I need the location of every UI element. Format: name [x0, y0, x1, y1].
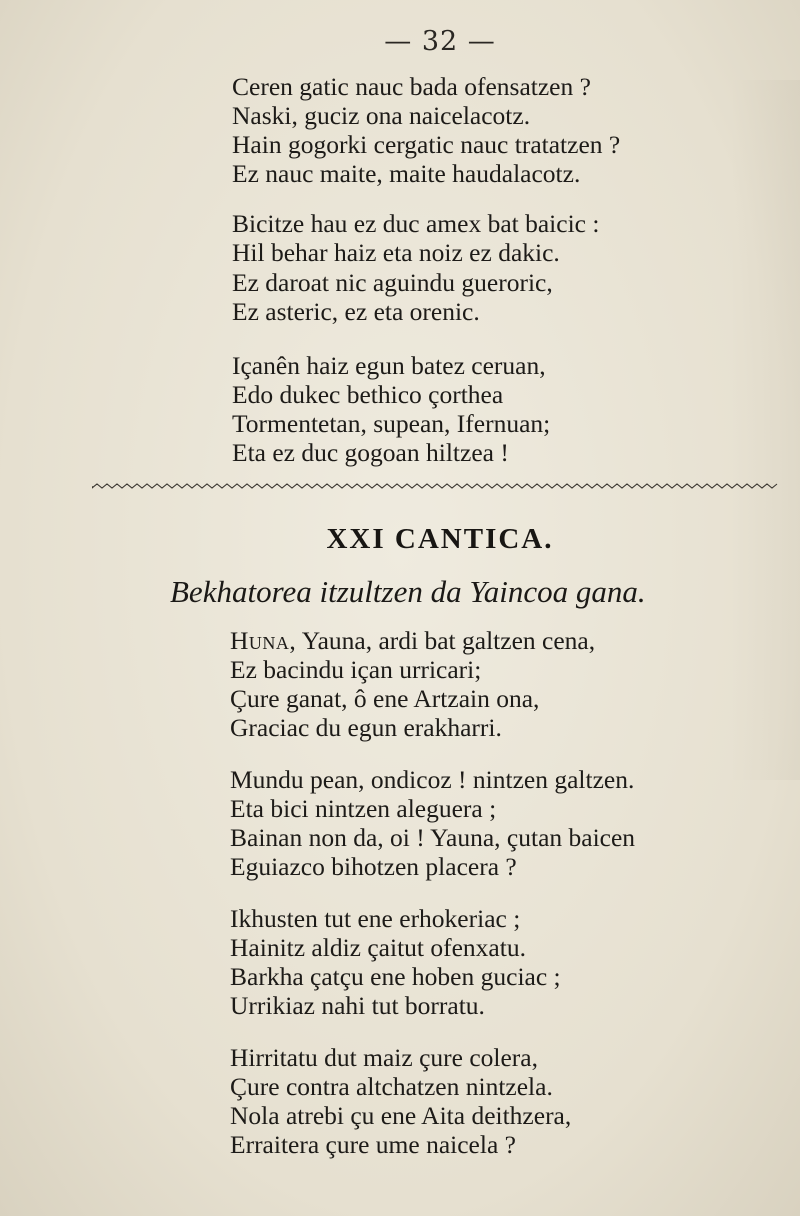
verse-line: Tormentetan, supean, Ifernuan;	[232, 409, 551, 438]
verse-line: Hirritatu dut maiz çure colera,	[230, 1043, 538, 1072]
cantica-title: XXI CANTICA.	[326, 523, 554, 555]
verse-line: Barkha çatçu ene hoben guciac ;	[230, 962, 561, 991]
verse-line: Ceren gatic nauc bada ofensatzen ?	[232, 72, 591, 101]
verse-line-rest: Yauna, ardi bat galtzen cena,	[296, 626, 596, 655]
verse-line: Edo dukec bethico çorthea	[232, 380, 504, 409]
verse-line: Nola atrebi çu ene Aita deithzera,	[230, 1101, 572, 1130]
cantica-subtitle: Bekhatorea itzultzen da Yaincoa gana.	[170, 574, 646, 609]
verse-first-word: Huna,	[230, 626, 297, 655]
wavy-divider	[92, 481, 780, 491]
verse-line: Graciac du egun erakharri.	[230, 713, 502, 742]
verse-line: Ez bacindu içan urricari;	[230, 655, 482, 684]
verse-line: Eta bici nintzen aleguera ;	[230, 794, 497, 823]
verse-line: Hil behar haiz eta noiz ez dakic.	[232, 238, 560, 267]
verse-line: Ez daroat nic aguindu gueroric,	[232, 268, 553, 297]
verse-line: Naski, guciz ona naicelacotz.	[232, 101, 531, 130]
verse-line: Hainitz aldiz çaitut ofenxatu.	[230, 933, 526, 962]
verse-line: Erraitera çure ume naicela ?	[230, 1130, 516, 1159]
page-number: — 32 —	[384, 26, 496, 57]
verse-line: Urrikiaz nahi tut borratu.	[230, 991, 485, 1020]
verse-line: Ez nauc maite, maite haudalacotz.	[232, 159, 581, 188]
verse-line: Eta ez duc gogoan hiltzea !	[232, 438, 509, 467]
verse-line: Çure contra altchatzen nintzela.	[230, 1072, 553, 1101]
verse-line: Içanên haiz egun batez ceruan,	[232, 351, 546, 380]
verse-line	[230, 626, 595, 656]
verse-line: Eguiazco bihotzen placera ?	[230, 852, 517, 881]
verse-line: Hain gogorki cergatic nauc tratatzen ?	[232, 130, 621, 159]
verse-line: Çure ganat, ô ene Artzain ona,	[230, 684, 540, 713]
verse-line: Ez asteric, ez eta orenic.	[232, 297, 480, 326]
verse-line: Mundu pean, ondicoz ! nintzen galtzen.	[230, 765, 635, 794]
verse-line: Ikhusten tut ene erhokeriac ;	[230, 904, 521, 933]
verse-line: Bicitze hau ez duc amex bat baicic :	[232, 209, 600, 238]
verse-line: Bainan non da, oi ! Yauna, çutan baicen	[230, 823, 636, 852]
page-edge-shadow	[730, 80, 800, 780]
